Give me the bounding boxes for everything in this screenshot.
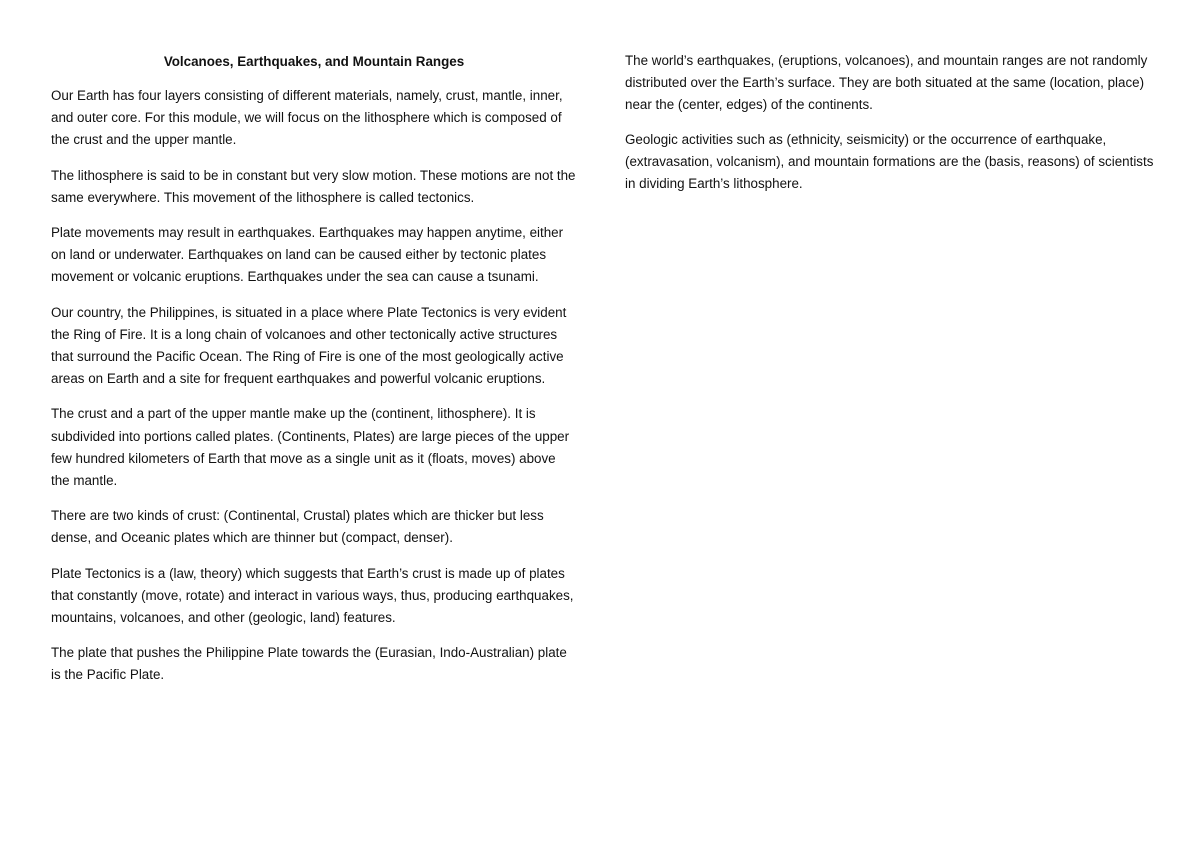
document-title: Volcanoes, Earthquakes, and Mountain Ranges (163, 54, 465, 69)
paragraph-earth-layers: Our Earth has four layers consisting of different materials, namely, crust, mantle, inner, and outer core. For this module, we will focus on the lithosphere which is composed of the crust and the upper mantle. (51, 88, 563, 148)
paragraph-pacific-plate: The plate that pushes the Philippine Plate towards the (Eurasian, Indo-Australian) plate is the Pacific Plate. (51, 645, 567, 683)
paragraph-geologic-activities: Geologic activities such as (ethnicity, seismicity) or the occurrence of earthquake, (extravasation, volcanism), and mountain formations are the (basis, reasons) of scientists in dividing Earth’s lithosphere. (625, 131, 1154, 192)
paragraph-ring-of-fire: Our country, the Philippines, is situated in a place where Plate Tectonics is very evident the Ring of Fire. It is a long chain of volcanoes and other tectonically active structures that surround the Pacific Ocean. The Ring of Fire is one of the most geologically active areas on Earth and a site for frequent earthquakes and powerful volcanic eruptions. (51, 304, 567, 387)
paragraph-crust-plates: The crust and a part of the upper mantle make up the (continent, lithosphere). It is subdivided into portions called plates. (Continents, Plates) are large pieces of the upper few hundred kilometers of Earth that move as a single unit as it (floats, moves) above the mantle. (51, 406, 570, 489)
paragraph-distribution: The world’s earthquakes, (eruptions, volcanoes), and mountain ranges are not randomly distributed over the Earth’s surface. They are both situated at the same (location, place) near the (center, edges) of the continents. (625, 53, 1148, 113)
paragraph-lithosphere-motion: The lithosphere is said to be in constant but very slow motion. These motions are not the same everywhere. This movement of the lithosphere is called tectonics. (51, 167, 576, 205)
right-column (625, 50, 1155, 207)
paragraph-plate-movements: Plate movements may result in earthquakes. Earthquakes may happen anytime, either on land or underwater. Earthquakes on land can be caused either by tectonic plates movement or volcanic eruptions. Earthquakes under the sea can cause a tsunami. (51, 225, 564, 285)
left-column (51, 48, 577, 700)
paragraph-kinds-of-crust: There are two kinds of crust: (Continental, Crustal) plates which are thicker but less dense, and Oceanic plates which are thinner but (compact, denser). (51, 508, 544, 546)
paragraph-plate-tectonics-theory: Plate Tectonics is a (law, theory) which suggests that Earth’s crust is made up of plates that constantly (move, rotate) and interact in various ways, thus, producing earthquakes, mountains, volcanoes, and other (geologic, land) features. (51, 565, 574, 626)
